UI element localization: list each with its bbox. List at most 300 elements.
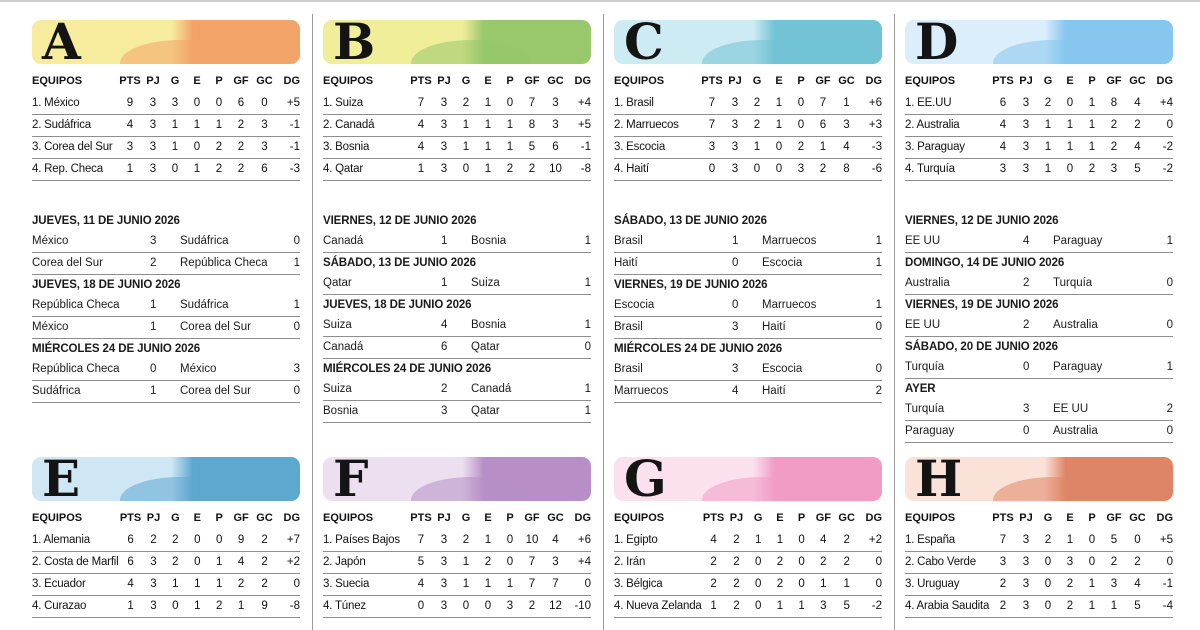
column-header: E [193,75,201,87]
stat-cell: 2 [726,573,748,595]
home-team: Brasil [614,234,643,247]
stat-cell: 3 [700,136,724,158]
standings-row [614,136,882,158]
column-header: GF [524,75,540,87]
team-name: 1. Alemania [32,529,119,551]
stat-cell: 0 [1150,551,1173,573]
home-team: Turquía [905,360,945,373]
stat-cell: 0 [1059,92,1081,114]
stat-cell: -3 [277,158,300,180]
matchday-heading: MIÉRCOLES 24 DE JUNIO 2026 [32,342,201,355]
stat-cell: 1 [455,573,477,595]
home-score: 4 [732,384,739,397]
stat-cell: 3 [1103,573,1125,595]
standings-row [323,136,591,158]
stat-cell: 2 [1103,551,1125,573]
stat-cell: 2 [208,158,230,180]
stat-cell: 0 [791,573,813,595]
standings-row [905,573,1173,595]
stat-cell: 1 [164,114,186,136]
home-score: 3 [150,234,157,247]
stat-cell: 1 [768,114,790,136]
stat-cell: 8 [834,158,859,180]
stat-cell: -8 [277,595,300,617]
stat-cell: 6 [812,114,834,136]
group-a [32,20,300,403]
matchday-heading: SÁBADO, 20 DE JUNIO 2026 [905,340,1058,353]
stat-cell: 1 [119,595,143,617]
group-banner [905,457,1173,501]
away-score: 1 [1166,234,1173,247]
standings-row [32,114,300,136]
group-e [32,457,300,618]
away-team: Canadá [471,382,512,395]
column-header: E [484,512,492,524]
away-score: 1 [584,276,591,289]
stat-cell: 9 [230,529,252,551]
stat-cell: 2 [230,573,252,595]
team-name: 2. Japón [323,551,409,573]
stat-cell: 3 [543,92,568,114]
column-header: PJ [146,75,160,87]
stat-cell: 2 [455,529,477,551]
stat-cell: 1 [164,136,186,158]
match-row [905,399,1173,421]
stat-cell: 0 [746,158,768,180]
stat-cell: 1 [208,573,230,595]
stat-cell: 2 [1125,114,1150,136]
column-header: EQUIPOS [614,75,665,87]
away-score: 1 [584,234,591,247]
stat-cell: 6 [991,92,1015,114]
team-name: 1. Suiza [323,92,409,114]
away-team: Australia [1053,424,1098,437]
stat-cell: 1 [455,136,477,158]
stat-cell: 7 [409,92,433,114]
column-header: GC [1129,512,1146,524]
standings-table [614,70,882,181]
stat-cell: -8 [568,158,591,180]
column-header: G [461,75,471,87]
stat-cell: 3 [433,551,455,573]
home-score: 4 [1023,234,1030,247]
standings-row [905,529,1173,551]
stat-cell: 4 [409,573,433,595]
standings-row [32,595,300,617]
stat-cell: 1 [702,595,726,617]
column-header: EQUIPOS [323,75,374,87]
away-team: Corea del Sur [180,320,251,333]
stat-cell: 0 [186,551,208,573]
stat-cell: 2 [1037,92,1059,114]
column-header: EQUIPOS [32,512,83,524]
team-name: 1. México [32,92,118,114]
team-name: 4. Arabia Saudita [905,595,991,617]
stat-cell: 1 [769,529,791,551]
stat-cell: 0 [1037,595,1059,617]
standings-row [32,136,300,158]
stat-cell: 4 [991,114,1015,136]
stat-cell: 3 [1015,114,1037,136]
stat-cell: 2 [769,573,791,595]
stat-cell: 4 [409,136,433,158]
group-banner [614,457,882,501]
home-score: 3 [441,404,448,417]
match-row [614,253,882,275]
team-name: 4. Nueva Zelanda [614,595,702,617]
stat-cell: +5 [277,92,300,114]
stat-cell: -4 [1150,595,1173,617]
standings-header-row [905,507,1173,529]
home-team: Sudáfrica [32,384,81,397]
stat-cell: 2 [521,595,543,617]
stat-cell: 0 [455,158,477,180]
stat-cell: 2 [164,529,186,551]
home-score: 2 [150,256,157,269]
stat-cell: 3 [724,136,746,158]
stat-cell: 1 [1081,573,1103,595]
away-team: Bosnia [471,318,507,331]
match-row [32,381,300,403]
stat-cell: 2 [1059,595,1081,617]
stat-cell: 1 [477,529,499,551]
stat-cell: -2 [1150,136,1173,158]
home-team: Corea del Sur [32,256,103,269]
away-team: Sudáfrica [180,234,229,247]
stat-cell: 1 [186,595,208,617]
stat-cell: -1 [277,114,300,136]
match-row [323,337,591,359]
away-score: 1 [875,234,882,247]
match-row [614,381,882,403]
column-header: G [1043,75,1053,87]
away-team: Escocia [762,362,803,375]
matchday-heading: VIERNES, 12 DE JUNIO 2026 [323,214,477,227]
stat-cell: 5 [521,136,543,158]
home-team: Turquía [905,402,945,415]
stat-cell: 7 [700,114,724,136]
match-row [32,317,300,339]
stat-cell: 2 [1037,529,1059,551]
stat-cell: 1 [455,114,477,136]
stat-cell: +6 [859,92,882,114]
stat-cell: 0 [747,573,769,595]
stat-cell: 2 [477,551,499,573]
column-header: EQUIPOS [323,512,374,524]
group-f [323,457,591,618]
stat-cell: 2 [726,595,748,617]
column-header: E [484,75,492,87]
stat-cell: 3 [724,114,746,136]
standings-row [323,114,591,136]
away-team: Australia [1053,318,1098,331]
stat-cell: 3 [142,92,164,114]
match-row [905,273,1173,295]
team-name: 2. Australia [905,114,991,136]
stat-cell: 0 [186,529,208,551]
match-row [323,231,591,253]
stat-cell: 2 [726,551,748,573]
stat-cell: 2 [208,595,230,617]
group-g [614,457,882,618]
standings-row [323,595,591,617]
home-team: Qatar [323,276,352,289]
stat-cell: 2 [230,136,252,158]
standings-row [614,529,882,551]
matchday-heading: MIÉRCOLES 24 DE JUNIO 2026 [614,342,783,355]
column-header: G [461,512,471,524]
stat-cell: +2 [859,529,882,551]
stat-cell: 2 [812,551,834,573]
match-row [32,231,300,253]
stat-cell: 0 [208,92,230,114]
match-row [323,315,591,337]
stat-cell: 4 [230,551,252,573]
stat-cell: +5 [568,114,591,136]
standings-row [32,551,300,573]
stat-cell: 3 [142,136,164,158]
column-header: PJ [437,75,451,87]
standings-table [905,70,1173,181]
stat-cell: 3 [433,114,455,136]
home-score: 3 [732,362,739,375]
home-team: México [32,234,69,247]
home-team: Suiza [323,318,352,331]
stat-cell: -2 [1150,158,1173,180]
standings-row [32,92,300,114]
away-score: 0 [875,320,882,333]
standings-row [614,114,882,136]
stat-cell: -6 [859,158,882,180]
match-results [32,211,300,403]
away-score: 0 [293,320,300,333]
stat-cell: 4 [991,136,1015,158]
standings-header-row [32,70,300,92]
away-team: Paraguay [1053,234,1103,247]
home-team: República Checa [32,362,120,375]
standings-row [905,551,1173,573]
away-score: 1 [584,318,591,331]
column-header: GF [233,512,249,524]
column-header: DG [574,75,591,87]
column-header: PTS [410,512,432,524]
stat-cell: 4 [118,114,142,136]
column-header: P [1088,75,1096,87]
home-score: 3 [1023,402,1030,415]
column-header: GF [1106,512,1122,524]
stat-cell: 2 [164,551,186,573]
stat-cell: 3 [1015,136,1037,158]
stat-cell: 3 [1015,551,1037,573]
team-name: 3. Uruguay [905,573,991,595]
column-header: GF [815,75,831,87]
away-score: 2 [875,384,882,397]
away-team: Corea del Sur [180,384,251,397]
standings-row [905,158,1173,180]
group-h [905,457,1173,618]
stat-cell: 0 [791,529,813,551]
home-score: 1 [150,320,157,333]
stat-cell: +3 [859,114,882,136]
standings-row [905,595,1173,617]
stat-cell: 3 [991,551,1015,573]
home-score: 0 [1023,424,1030,437]
home-team: Haití [614,256,638,269]
column-header: E [193,512,201,524]
column-divider [312,14,313,630]
stat-cell: 2 [208,136,230,158]
stat-cell: 5 [1103,529,1125,551]
stat-cell: 0 [164,158,186,180]
team-name: 1. Brasil [614,92,700,114]
stat-cell: 0 [277,573,300,595]
stat-cell: 4 [1125,136,1150,158]
match-results [614,211,882,403]
standings-row [614,92,882,114]
stat-cell: 8 [1103,92,1125,114]
match-row [905,357,1173,379]
team-name: 3. Bélgica [614,573,702,595]
stat-cell: 1 [208,551,230,573]
stat-cell: 3 [143,595,165,617]
stat-cell: 2 [252,529,277,551]
home-score: 1 [150,384,157,397]
column-header: GC [547,512,564,524]
stat-cell: 2 [790,136,812,158]
match-row [614,231,882,253]
stat-cell: 5 [409,551,433,573]
standings-row [32,529,300,551]
matchday-heading: DOMINGO, 14 DE JUNIO 2026 [905,256,1065,269]
away-score: 0 [875,362,882,375]
column-header: E [1066,512,1074,524]
stat-cell: 1 [230,595,252,617]
column-header: PTS [119,75,141,87]
column-header: PJ [729,512,744,524]
stat-cell: 4 [119,573,143,595]
column-divider [894,14,895,630]
home-score: 0 [732,298,739,311]
home-team: México [32,320,69,333]
stat-cell: 3 [724,158,746,180]
match-row [323,401,591,423]
away-team: Sudáfrica [180,298,229,311]
stat-cell: 4 [409,114,433,136]
match-results [323,211,591,423]
away-score: 0 [1166,276,1173,289]
stat-cell: 0 [1037,551,1059,573]
stat-cell: 7 [991,529,1015,551]
standings-row [614,595,882,617]
stat-cell: 2 [702,551,726,573]
team-name: 3. Corea del Sur [32,136,118,158]
away-score: 3 [293,362,300,375]
column-header: G [171,512,180,524]
standings-header-row [614,70,882,92]
away-team: Marruecos [762,298,817,311]
stat-cell: +7 [277,529,300,551]
stat-cell: 1 [164,573,186,595]
column-header: GC [1129,75,1146,87]
matchday-heading: VIERNES, 12 DE JUNIO 2026 [905,214,1059,227]
stat-cell: 0 [477,595,499,617]
away-team: Haití [762,384,786,397]
stat-cell: 0 [455,595,477,617]
team-name: 2. Canadá [323,114,409,136]
stat-cell: 1 [186,158,208,180]
stat-cell: 0 [1037,573,1059,595]
column-header: EQUIPOS [32,75,83,87]
stat-cell: 1 [455,551,477,573]
stat-cell: 0 [208,529,230,551]
stat-cell: 2 [702,573,726,595]
standings-table [323,70,591,181]
stat-cell: 2 [521,158,543,180]
stat-cell: 2 [252,551,277,573]
team-name: 2. Irán [614,551,702,573]
team-name: 2. Sudáfrica [32,114,118,136]
stat-cell: 3 [143,551,165,573]
team-name: 2. Marruecos [614,114,700,136]
stat-cell: 3 [433,136,455,158]
column-header: GC [547,75,564,87]
top-rule [0,0,1200,2]
group-d [905,20,1173,443]
stat-cell: 0 [791,551,813,573]
stat-cell: 1 [1081,114,1103,136]
stat-cell: 6 [119,551,143,573]
home-score: 1 [441,276,448,289]
team-name: 1. Egipto [614,529,702,551]
stat-cell: 0 [747,551,769,573]
stat-cell: 5 [1125,595,1150,617]
stat-cell: 7 [812,92,834,114]
stat-cell: 4 [543,529,568,551]
standings-row [614,551,882,573]
stat-cell: -1 [1150,573,1173,595]
home-team: Paraguay [905,424,955,437]
group-letter: D [915,20,959,64]
stat-cell: 7 [521,573,543,595]
stat-cell: 1 [1059,529,1081,551]
standings-table [614,507,882,618]
stat-cell: 3 [142,158,164,180]
standings-row [614,158,882,180]
match-row [905,231,1173,253]
stat-cell: 1 [834,573,859,595]
column-header: GC [838,75,855,87]
stat-cell: 2 [834,551,859,573]
column-header: GF [524,512,540,524]
stat-cell: 0 [859,551,882,573]
column-header: PJ [1019,75,1033,87]
stat-cell: 1 [499,136,521,158]
stat-cell: 2 [1081,158,1103,180]
stat-cell: 2 [455,92,477,114]
matchday-heading: JUEVES, 18 DE JUNIO 2026 [323,298,472,311]
stat-cell: 0 [1150,114,1173,136]
matchday-heading: AYER [905,382,936,395]
home-score: 2 [1023,318,1030,331]
stat-cell: 1 [118,158,142,180]
match-row [614,359,882,381]
stat-cell: -1 [568,136,591,158]
stat-cell: 0 [747,595,769,617]
column-header: GF [233,75,249,87]
column-header: PJ [1019,512,1033,524]
match-row [905,421,1173,443]
column-header: EQUIPOS [905,512,956,524]
